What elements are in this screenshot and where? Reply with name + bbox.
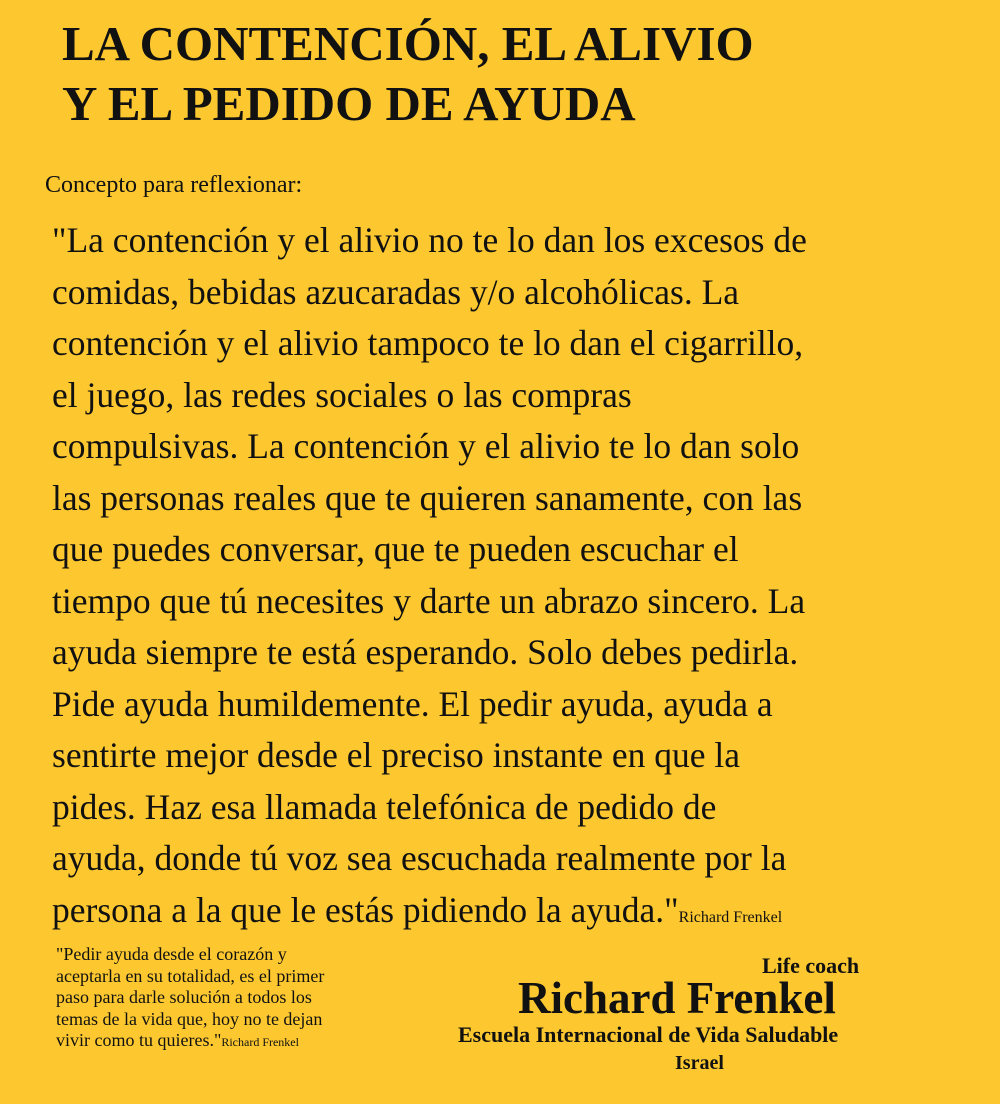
page-title xyxy=(62,14,982,134)
main-quote-line: sentirte mejor desde el preciso instante en que la xyxy=(52,735,741,775)
main-quote xyxy=(52,215,982,943)
main-quote-line: "La contención y el alivio no te lo dan los excesos de xyxy=(52,220,807,260)
main-quote-line: contención y el alivio tampoco te lo dan el cigarrillo, xyxy=(52,323,804,363)
title-line-2: Y EL PEDIDO DE AYUDA xyxy=(62,76,636,131)
concept-label: Concepto para reflexionar: xyxy=(45,172,303,198)
main-quote-line: ayuda, donde tú voz sea escuchada realmente por la xyxy=(52,838,787,878)
main-quote-line: el juego, las redes sociales o las compras xyxy=(52,374,632,415)
main-quote-line: que puedes conversar, que te pueden escuchar el xyxy=(52,529,739,569)
main-quote-line: ayuda siempre te está esperando. Solo debes pedirla. xyxy=(52,632,799,672)
title-line-1: LA CONTENCIÓN, EL ALIVIO xyxy=(62,16,754,71)
signature-country: Israel xyxy=(675,1052,724,1074)
main-quote-line: las personas reales que te quieren sanamente, con las xyxy=(52,477,803,518)
secondary-quote xyxy=(56,944,436,1054)
main-quote-line: Pide ayuda humildemente. El pedir ayuda, ayuda a xyxy=(52,683,773,724)
secondary-quote-line: "Pedir ayuda desde el corazón y xyxy=(56,944,287,964)
main-quote-attribution: Richard Frenkel xyxy=(678,908,783,926)
signature-role: Life coach xyxy=(762,953,860,978)
secondary-quote-line: paso para darle solución a todos los xyxy=(56,987,312,1007)
main-quote-line-last xyxy=(52,885,982,944)
secondary-quote-line: aceptarla en su totalidad, es el primer xyxy=(56,965,325,986)
secondary-quote-line-last xyxy=(56,1030,436,1054)
main-quote-line-text: persona a la que le estás pidiendo la ayuda." xyxy=(52,889,679,930)
secondary-quote-line-text: vivir como tu quieres." xyxy=(56,1030,222,1050)
main-quote-line: tiempo que tú necesites y darte un abrazo sincero. La xyxy=(52,580,806,621)
signature-name: Richard Frenkel xyxy=(518,973,836,1023)
main-quote-line: pides. Haz esa llamada telefónica de pedido de xyxy=(52,786,717,827)
secondary-quote-line: temas de la vida que, hoy no te dejan xyxy=(56,1008,323,1029)
signature-school: Escuela Internacional de Vida Saludable xyxy=(458,1022,839,1047)
main-quote-line: comidas, bebidas azucaradas y/o alcohólicas. La xyxy=(52,271,740,312)
secondary-quote-attribution: Richard Frenkel xyxy=(221,1035,299,1049)
main-quote-line: compulsivas. La contención y el alivio te lo dan solo xyxy=(52,426,800,466)
